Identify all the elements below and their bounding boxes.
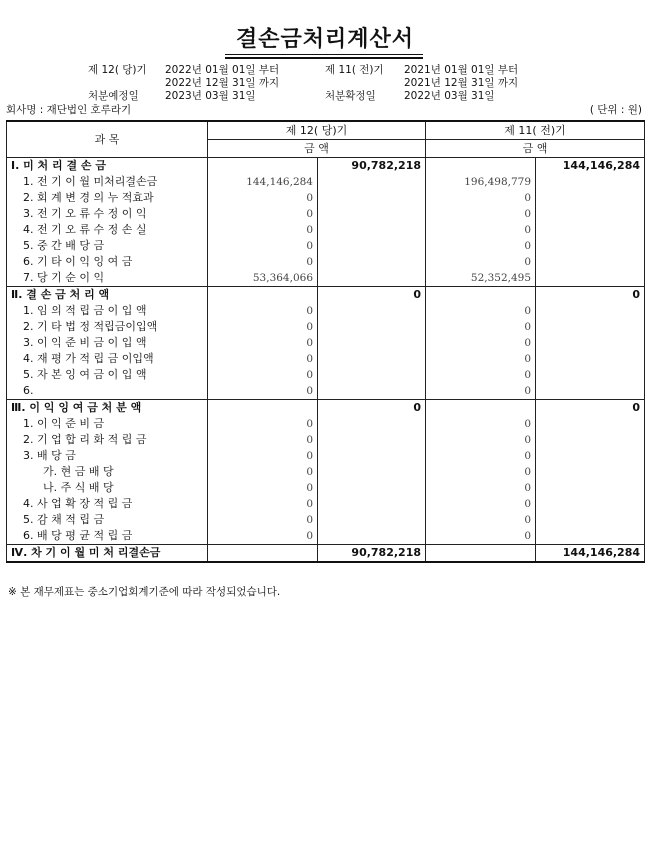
table-row (7, 190, 645, 206)
prior-total-amount: 0 (536, 400, 645, 417)
prior-item-amount: 0 (426, 512, 536, 528)
current-item-amount: 0 (208, 512, 318, 528)
row-label: 1. 이 익 준 비 금 (7, 416, 208, 432)
footnote: ※ 본 재무제표는 중소기업회계기준에 따라 작성되었습니다. (8, 586, 281, 598)
current-item-amount: 0 (208, 432, 318, 448)
confirmed-disposal-date: 2022년 03월 31일 (404, 90, 495, 102)
table-row (7, 222, 645, 238)
prior-item-amount: 0 (426, 528, 536, 545)
prior-total-amount (536, 496, 645, 512)
prior-item-amount: 0 (426, 351, 536, 367)
table-row (7, 270, 645, 287)
prior-item-amount: 0 (426, 432, 536, 448)
row-label: 6. 배 당 평 균 적 립 금 (7, 528, 208, 545)
prior-item-amount: 196,498,779 (426, 174, 536, 190)
current-total-amount (318, 464, 426, 480)
current-item-amount: 0 (208, 480, 318, 496)
prior-amount-header: 금 액 (426, 140, 645, 158)
current-item-amount: 0 (208, 383, 318, 400)
row-label: 1. 임 의 적 립 금 이 입 액 (7, 303, 208, 319)
current-total-amount (318, 238, 426, 254)
prior-item-amount: 0 (426, 464, 536, 480)
title-underline (225, 54, 423, 55)
prior-item-amount: 0 (426, 303, 536, 319)
subject-header: 과 목 (7, 121, 208, 158)
row-label: 3. 전 기 오 류 수 정 이 익 (7, 206, 208, 222)
prior-total-amount (536, 464, 645, 480)
current-item-amount (208, 158, 318, 175)
prior-item-amount: 0 (426, 206, 536, 222)
prior-item-amount: 0 (426, 480, 536, 496)
confirmed-disposal-label: 처분확정일 (325, 90, 376, 102)
current-item-amount: 0 (208, 254, 318, 270)
row-label: 6. (7, 383, 208, 400)
row-label: 가. 현 금 배 당 (7, 464, 208, 480)
table-row (7, 432, 645, 448)
row-label: 7. 당 기 순 이 익 (7, 270, 208, 287)
prior-item-amount: 0 (426, 222, 536, 238)
current-item-amount: 0 (208, 464, 318, 480)
prior-total-amount (536, 367, 645, 383)
table-row (7, 238, 645, 254)
unit-label: ( 단위 : 원) (589, 104, 642, 116)
section-row (7, 400, 645, 417)
row-label: 2. 회 계 변 경 의 누 적효과 (7, 190, 208, 206)
prior-item-amount (426, 287, 536, 304)
row-label: 2. 기 업 합 리 화 적 립 금 (7, 432, 208, 448)
prior-item-amount: 0 (426, 367, 536, 383)
table-row (7, 416, 645, 432)
current-total-amount (318, 383, 426, 400)
current-total-amount (318, 416, 426, 432)
prior-total-amount (536, 303, 645, 319)
current-total-amount (318, 206, 426, 222)
row-label: 4. 사 업 확 장 적 립 금 (7, 496, 208, 512)
current-period-from: 2022년 01월 01일 부터 (165, 64, 280, 76)
row-label: Ⅰ. 미 처 리 결 손 금 (7, 158, 208, 175)
prior-item-amount: 0 (426, 319, 536, 335)
prior-item-amount (426, 158, 536, 175)
prior-item-amount: 52,352,495 (426, 270, 536, 287)
prior-total-amount (536, 254, 645, 270)
current-total-amount (318, 351, 426, 367)
prior-total-amount (536, 416, 645, 432)
row-label: 5. 감 채 적 립 금 (7, 512, 208, 528)
prior-total-amount (536, 206, 645, 222)
prior-total-amount (536, 432, 645, 448)
current-total-amount (318, 222, 426, 238)
current-total-amount (318, 432, 426, 448)
current-item-amount: 0 (208, 335, 318, 351)
prior-total-amount (536, 512, 645, 528)
prior-total-amount (536, 190, 645, 206)
current-item-amount (208, 400, 318, 417)
current-item-amount: 0 (208, 416, 318, 432)
current-item-amount: 0 (208, 448, 318, 464)
current-total-amount: 90,782,218 (318, 545, 426, 563)
current-item-amount: 0 (208, 190, 318, 206)
table-row (7, 512, 645, 528)
current-total-amount (318, 512, 426, 528)
prior-total-amount (536, 448, 645, 464)
prior-item-amount: 0 (426, 416, 536, 432)
table-row (7, 351, 645, 367)
prior-total-amount (536, 383, 645, 400)
current-item-amount: 0 (208, 238, 318, 254)
prior-period-to: 2021년 12월 31일 까지 (404, 77, 519, 89)
current-amount-header: 금 액 (208, 140, 426, 158)
title-underline-double (225, 57, 423, 59)
current-item-amount: 0 (208, 496, 318, 512)
current-item-amount: 0 (208, 303, 318, 319)
company-name: 회사명 : 재단법인 호루라기 (6, 104, 132, 116)
prior-item-amount: 0 (426, 254, 536, 270)
current-total-amount (318, 480, 426, 496)
current-total-amount (318, 303, 426, 319)
table-row (7, 254, 645, 270)
section-row (7, 158, 645, 175)
prior-item-amount: 0 (426, 448, 536, 464)
current-total-amount (318, 448, 426, 464)
current-item-amount: 0 (208, 222, 318, 238)
prior-item-amount: 0 (426, 335, 536, 351)
row-label: 4. 전 기 오 류 수 정 손 실 (7, 222, 208, 238)
prior-total-amount (536, 238, 645, 254)
prior-item-amount: 0 (426, 383, 536, 400)
current-total-amount (318, 254, 426, 270)
document-title: 결손금처리계산서 (235, 27, 415, 52)
prior-period-from: 2021년 01월 01일 부터 (404, 64, 519, 76)
row-label: Ⅱ. 결 손 금 처 리 액 (7, 287, 208, 304)
prior-total-amount (536, 174, 645, 190)
current-total-amount: 0 (318, 287, 426, 304)
current-total-amount: 90,782,218 (318, 158, 426, 175)
table-row (7, 319, 645, 335)
table-row (7, 383, 645, 400)
deficit-disposition-table (6, 120, 645, 563)
current-period-label: 제 12( 당)기 (88, 64, 147, 76)
table-row (7, 303, 645, 319)
current-item-amount: 0 (208, 206, 318, 222)
current-total-amount (318, 335, 426, 351)
prior-item-amount: 0 (426, 496, 536, 512)
table-row (7, 335, 645, 351)
current-period-to: 2022년 12월 31일 까지 (165, 77, 280, 89)
prior-total-amount (536, 222, 645, 238)
table-row (7, 496, 645, 512)
prior-item-amount (426, 400, 536, 417)
current-item-amount: 0 (208, 319, 318, 335)
current-total-amount (318, 174, 426, 190)
current-total-amount (318, 270, 426, 287)
section-row (7, 545, 645, 563)
table-row (7, 206, 645, 222)
prior-total-amount (536, 270, 645, 287)
current-item-amount: 144,146,284 (208, 174, 318, 190)
table-row (7, 174, 645, 190)
table-row (7, 464, 645, 480)
row-label: Ⅳ. 차 기 이 월 미 처 리결손금 (7, 545, 208, 563)
prior-total-amount (536, 351, 645, 367)
current-total-amount (318, 367, 426, 383)
scheduled-disposal-date: 2023년 03월 31일 (165, 90, 256, 102)
prior-item-amount: 0 (426, 190, 536, 206)
prior-item-amount (426, 545, 536, 563)
scheduled-disposal-label: 처분예정일 (88, 90, 139, 102)
row-label: 6. 기 타 이 익 잉 여 금 (7, 254, 208, 270)
prior-total-amount: 0 (536, 287, 645, 304)
table-row (7, 528, 645, 545)
row-label: 1. 전 기 이 월 미처리결손금 (7, 174, 208, 190)
prior-period-label: 제 11( 전)기 (325, 64, 384, 76)
section-row (7, 287, 645, 304)
table-row (7, 480, 645, 496)
row-label: 5. 중 간 배 당 금 (7, 238, 208, 254)
current-item-amount (208, 545, 318, 563)
current-item-amount: 0 (208, 367, 318, 383)
current-total-amount (318, 190, 426, 206)
current-item-amount: 0 (208, 528, 318, 545)
prior-total-amount: 144,146,284 (536, 545, 645, 563)
table-row (7, 367, 645, 383)
prior-total-amount (536, 528, 645, 545)
row-label: 4. 재 평 가 적 립 금 이입액 (7, 351, 208, 367)
prior-total-amount (536, 319, 645, 335)
row-label: 나. 주 식 배 당 (7, 480, 208, 496)
current-item-amount: 53,364,066 (208, 270, 318, 287)
prior-total-amount (536, 335, 645, 351)
row-label: 2. 기 타 법 정 적립금이입액 (7, 319, 208, 335)
row-label: 3. 배 당 금 (7, 448, 208, 464)
current-item-amount: 0 (208, 351, 318, 367)
row-label: 5. 자 본 잉 여 금 이 입 액 (7, 367, 208, 383)
current-total-amount (318, 319, 426, 335)
current-period-header: 제 12( 당)기 (208, 121, 426, 140)
prior-period-header: 제 11( 전)기 (426, 121, 645, 140)
current-total-amount: 0 (318, 400, 426, 417)
row-label: Ⅲ. 이 익 잉 여 금 처 분 액 (7, 400, 208, 417)
current-item-amount (208, 287, 318, 304)
prior-item-amount: 0 (426, 238, 536, 254)
current-total-amount (318, 528, 426, 545)
table-row (7, 448, 645, 464)
row-label: 3. 이 익 준 비 금 이 입 액 (7, 335, 208, 351)
current-total-amount (318, 496, 426, 512)
prior-total-amount (536, 480, 645, 496)
prior-total-amount: 144,146,284 (536, 158, 645, 175)
